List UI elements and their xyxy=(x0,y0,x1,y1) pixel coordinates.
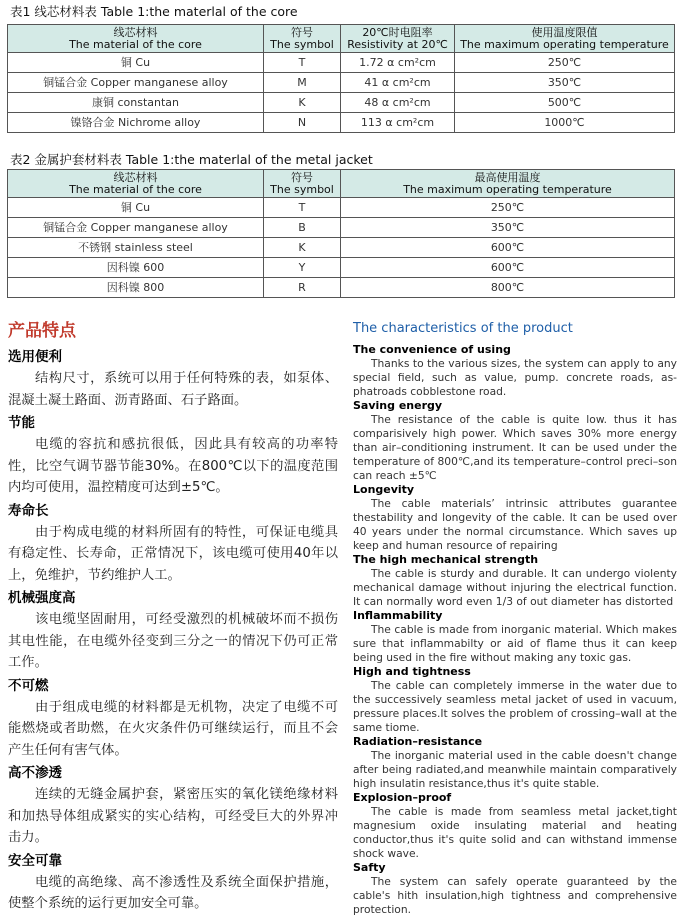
table-cell: 350℃ xyxy=(455,73,675,93)
feature-heading: Inflammability xyxy=(353,609,443,622)
feature-text: 电缆的高绝缘、高不渗透性及系统全面保护措施，使整个系统的运行更加安全可靠。 xyxy=(8,874,338,911)
table-cell: 不锈钢 stainless steel xyxy=(8,238,264,258)
feature-text: 该电缆坚固耐用，可经受激烈的机械破坏而不损伤其电性能，在电缆外径变到三分之一的情况下仍可正常工作。 xyxy=(8,612,338,670)
feature-heading: Safty xyxy=(353,861,386,874)
table-cell: T xyxy=(264,198,341,218)
table-cell: 1000℃ xyxy=(455,113,675,133)
feature-text: The inorganic material used in the cable doesn't change after being radiated,and meanwhile maintain comparatively high insulatin resistance,thus it's quite stable. xyxy=(353,749,677,790)
feature-text: 结构尺寸，系统可以用于任何特殊的表，如泵体、混凝土凝土路面、沥青路面、石子路面。 xyxy=(8,371,338,408)
table-cell: 铜锰合金 Copper manganese alloy xyxy=(8,73,264,93)
header-cell: 20℃时电阻率 Resistivity at 20℃ xyxy=(341,25,455,53)
table-cell: B xyxy=(264,218,341,238)
feature-heading: Longevity xyxy=(353,483,415,496)
feature-text: The cable is sturdy and durable. It can undergo violenty mechanical damage without injuring the electrical function. It can normally word even 1/3 of out diameter has distorted xyxy=(353,567,677,608)
table-cell: 250℃ xyxy=(341,198,675,218)
table-row xyxy=(8,278,675,298)
header-cell: 符号 The symbol xyxy=(264,25,341,53)
table-cell: K xyxy=(264,238,341,258)
feature-heading: High and tightness xyxy=(353,665,471,678)
table-row xyxy=(8,258,675,278)
table-cell: 因科镍 600 xyxy=(8,258,264,278)
table-cell: T xyxy=(264,53,341,73)
table-row xyxy=(8,218,675,238)
feature-text: The resistance of the cable is quite low. thus it has comparisively high power. Which saves 30% more energy than air–conditioning instrument. It can be used under the temperature of 800℃,and its temperature–control preci–son can reach ±5℃ xyxy=(353,413,677,482)
table-row xyxy=(8,238,675,258)
feature-text: 由于构成电缆的材料所固有的特性，可保证电缆具有稳定性、长寿命，正常情况下，该电缆可使用40年以上，免维护，节约维护人工。 xyxy=(8,524,338,583)
header-cell: 最高使用温度 The maximum operating temperature xyxy=(341,170,675,198)
header-cell: 线芯材料 The material of the core xyxy=(8,170,264,198)
core-material-table xyxy=(7,24,675,133)
en-section-title: The characteristics of the product xyxy=(353,321,573,336)
table1-caption: 表1 线芯材料表 Table 1:the materlal of the core xyxy=(10,4,298,19)
table-row xyxy=(8,73,675,93)
header-cell: 线芯材料 The material of the core xyxy=(8,25,264,53)
table-cell: 铜 Cu xyxy=(8,198,264,218)
table-cell: R xyxy=(264,278,341,298)
table-row xyxy=(8,113,675,133)
table-row xyxy=(8,93,675,113)
table-header-row xyxy=(8,25,675,53)
table-cell: 600℃ xyxy=(341,238,675,258)
feature-heading: 机械强度高 xyxy=(8,590,76,606)
table-cell: 1.72 α cm²cm xyxy=(341,53,455,73)
feature-text: The cable materials’ intrinsic attributes guarantee thestability and longevity of the cable. It can be used over 40 years under the normal circumstance. Which saves up keep and human resource of repairing xyxy=(353,497,677,552)
en-features-column xyxy=(353,321,677,917)
table-cell: Y xyxy=(264,258,341,278)
feature-heading: 不可燃 xyxy=(8,677,49,694)
cn-section-title: 产品特点 xyxy=(8,321,76,341)
table-cell: K xyxy=(264,93,341,113)
feature-text: The cable is made from seamless metal jacket,tight magnesium oxide insulating material and heating conductor,thus it's quite solid and can withstand immense shock wave. xyxy=(353,805,677,860)
table-cell: 康铜 constantan xyxy=(8,93,264,113)
feature-text: 由于组成电缆的材料都是无机物，决定了电缆不可能燃烧或者助燃，在火灾条件仍可继续运行，而且不会产生任何有害气体。 xyxy=(8,699,338,758)
feature-heading: 寿命长 xyxy=(8,502,49,519)
header-cell: 符号 The symbol xyxy=(264,170,341,198)
feature-text: The cable is made from inorganic material. Which makes sure that inflammabilty or aid of flame thus it can keep being used in the fire without making any toxic gas. xyxy=(353,623,677,664)
table-cell: 250℃ xyxy=(455,53,675,73)
table-cell: 48 α cm²cm xyxy=(341,93,455,113)
feature-heading: Radiation–resistance xyxy=(353,735,483,748)
cn-features-column xyxy=(8,316,338,917)
feature-heading: 节能 xyxy=(8,415,35,431)
header-cell: 使用温度限值 The maximum operating temperature xyxy=(455,25,675,53)
feature-heading: 安全可靠 xyxy=(8,852,62,869)
table-row xyxy=(8,198,675,218)
table-cell: 600℃ xyxy=(341,258,675,278)
feature-heading: Explosion–proof xyxy=(353,791,452,804)
feature-text: 连续的无缝金属护套，紧密压实的氧化镁绝缘材料和加热导体组成紧实的实心结构，可经受巨大的外界冲击力。 xyxy=(8,787,338,845)
table-cell: 113 α cm²cm xyxy=(341,113,455,133)
table-header-row xyxy=(8,170,675,198)
feature-text: The system can safely operate guaranteed by the cable's hith insulation,high tightness and comprehensive protection. xyxy=(353,875,677,916)
table-row xyxy=(8,53,675,73)
jacket-material-table xyxy=(7,169,675,298)
feature-heading: The convenience of using xyxy=(353,343,511,356)
table-cell: 500℃ xyxy=(455,93,675,113)
feature-heading: 高不渗透 xyxy=(8,765,62,781)
feature-heading: The high mechanical strength xyxy=(353,553,539,566)
table-cell: 铜 Cu xyxy=(8,53,264,73)
feature-heading: Saving energy xyxy=(353,399,443,412)
table-cell: M xyxy=(264,73,341,93)
feature-text: Thanks to the various sizes, the system can apply to any special field, such as value, pump. concrete roads, as-phatroads cobblestone road. xyxy=(353,357,677,398)
table2-caption: 表2 金属护套材料表 Table 1:the materlal of the metal jacket xyxy=(10,152,373,167)
feature-text: 电缆的容抗和感抗很低，因此具有较高的功率特性，比空气调节器节能30%。在800℃以下的温度范围内均可使用，温控精度可达到±5℃。 xyxy=(8,437,338,495)
feature-text: The cable can completely immerse in the water due to the successively seamless metal jacket of used in vacuum, pressure places.It solves the problem of crossing–wall at the same tiome. xyxy=(353,679,677,734)
table-cell: 镍铬合金 Nichrome alloy xyxy=(8,113,264,133)
table-cell: 350℃ xyxy=(341,218,675,238)
table-cell: 铜锰合金 Copper manganese alloy xyxy=(8,218,264,238)
table-cell: N xyxy=(264,113,341,133)
feature-heading: 选用便利 xyxy=(8,349,62,365)
table-cell: 41 α cm²cm xyxy=(341,73,455,93)
table-cell: 800℃ xyxy=(341,278,675,298)
table-cell: 因科镍 800 xyxy=(8,278,264,298)
